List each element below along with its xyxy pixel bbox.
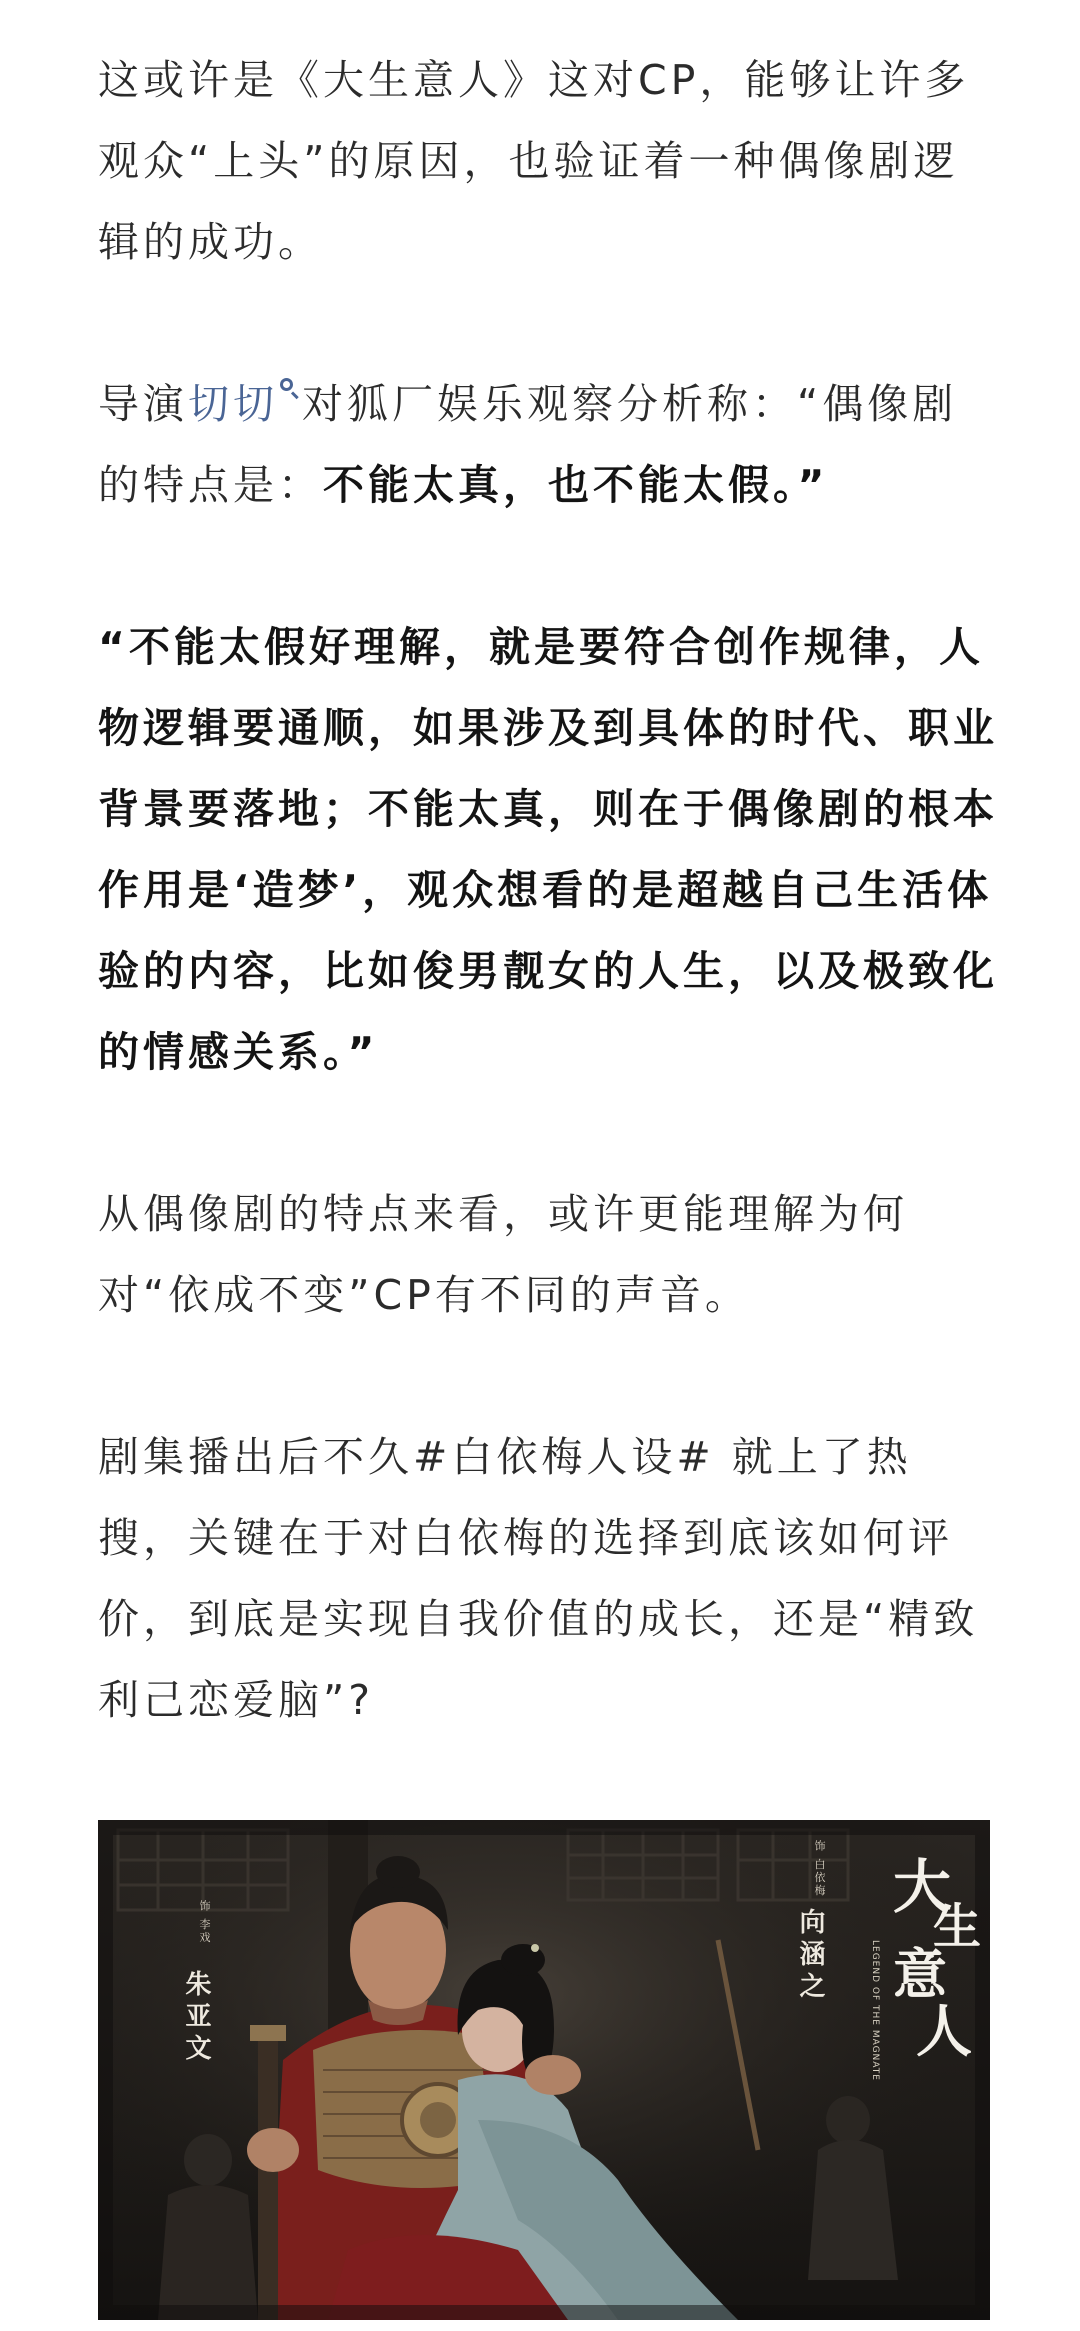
drama-poster-image <box>98 1820 990 2320</box>
paragraph-2-bold: 不能太真，也不能太假。” <box>323 461 829 509</box>
poster-english-title: LEGEND OF THE MAGNATE <box>870 1940 880 2081</box>
paragraph-1: 这或许是《大生意人》这对CP，能够让许多观众“上头”的原因，也验证着一种偶像剧逻辑的成功。 <box>98 56 970 266</box>
paragraph-2 <box>98 364 998 526</box>
poster-role-left: 饰 李戏 <box>198 1900 211 1945</box>
poster-title-char-4: 人 <box>916 1999 972 2065</box>
poster-title-char-3: 意 <box>893 1942 947 2006</box>
poster-role-right: 饰 白依梅 <box>813 1840 826 1898</box>
director-link[interactable]: 切切 <box>188 380 278 428</box>
paragraph-3-quote: “不能太假好理解，就是要符合创作规律，人物逻辑要通顺，如果涉及到具体的时代、职业背景要落地；不能太真，则在于偶像剧的根本作用是‘造梦’，观众想看的是超越自己生活体验的内容，比如俊男靓女的人生，以及极致化的情感关系。” <box>98 623 998 1076</box>
paragraph-2-middle: 对狐厂娱乐观察分析称：“偶像剧的特点是： <box>98 380 958 509</box>
paragraph-5: 剧集播出后不久#白依梅人设# 就上了热搜，关键在于对白依梅的选择到底该如何评价，到底是实现自我价值的成长，还是“精致利己恋爱脑”? <box>98 1433 979 1724</box>
poster-actor-left: 朱亚文 <box>181 1970 211 2066</box>
poster-actor-right: 向涵之 <box>795 1908 825 2004</box>
poster-title-char-1: 大 <box>893 1853 952 1921</box>
paragraph-4: 从偶像剧的特点来看，或许更能理解为何对“依成不变”CP有不同的声音。 <box>98 1190 908 1319</box>
article-body <box>98 40 998 1741</box>
poster-scene <box>98 1820 990 2320</box>
paragraph-2-prefix: 导演 <box>98 380 188 428</box>
search-icon[interactable] <box>280 378 302 400</box>
poster-title-char-2: 生 <box>933 1899 982 1955</box>
